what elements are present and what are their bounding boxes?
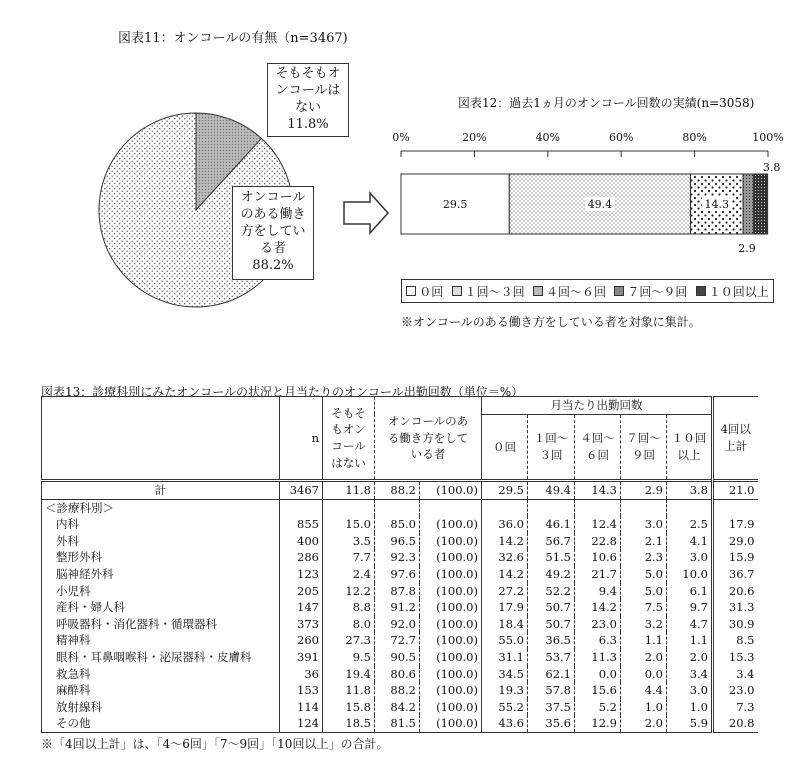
pie-callout-has bbox=[232, 186, 314, 280]
section-cell-7 bbox=[621, 499, 667, 516]
cell-3: (100.0) bbox=[420, 583, 482, 600]
row-label: 呼吸器科・消化器科・循環器科 bbox=[42, 616, 280, 633]
cell-1: 15.0 bbox=[323, 516, 375, 533]
legend-swatch-0 bbox=[406, 286, 416, 296]
row-label: その他 bbox=[42, 715, 280, 732]
cell-2: 85.0 bbox=[375, 516, 420, 533]
header-col-1-line-1: ３回 bbox=[539, 447, 563, 462]
header-none-line-3: はない bbox=[331, 455, 366, 470]
cell-0: 36 bbox=[280, 666, 323, 683]
cell-0: 147 bbox=[280, 599, 323, 616]
cell-5: 51.5 bbox=[528, 549, 575, 566]
cell-8: 5.9 bbox=[667, 715, 713, 732]
cell-1: 8.8 bbox=[323, 599, 375, 616]
cell-9: 8.5 bbox=[713, 632, 758, 649]
cell-3: (100.0) bbox=[420, 549, 482, 566]
cell-3: (100.0) bbox=[420, 649, 482, 666]
cell-2: 88.2 bbox=[375, 481, 420, 500]
header-none-line-1: もオン bbox=[331, 422, 366, 437]
cell-5: 50.7 bbox=[528, 599, 575, 616]
row-label: 精神科 bbox=[42, 632, 280, 649]
bar-label-2: 14.3 bbox=[704, 198, 730, 211]
cell-6: 15.6 bbox=[575, 682, 621, 699]
header-n: n bbox=[280, 397, 323, 481]
cell-2: 96.5 bbox=[375, 533, 420, 550]
cell-7: 5.0 bbox=[621, 583, 667, 600]
cell-2: 81.5 bbox=[375, 715, 420, 732]
bar-tick-label-3: 60% bbox=[608, 131, 634, 144]
header-last bbox=[713, 397, 758, 481]
header-col-3-line-1: ９回 bbox=[632, 447, 655, 462]
cell-8: 3.0 bbox=[667, 549, 713, 566]
cell-4: 43.6 bbox=[482, 715, 528, 732]
row-label: 小児科 bbox=[42, 583, 280, 600]
cell-9: 17.9 bbox=[713, 516, 758, 533]
legend-swatch-1 bbox=[452, 286, 462, 296]
cell-7: 5.0 bbox=[621, 566, 667, 583]
cell-5: 35.6 bbox=[528, 715, 575, 732]
cell-3: (100.0) bbox=[420, 481, 482, 500]
cell-1: 7.7 bbox=[323, 549, 375, 566]
table-row-total bbox=[42, 481, 758, 500]
cell-4: 55.0 bbox=[482, 632, 528, 649]
cell-6: 23.0 bbox=[575, 616, 621, 633]
cell-3: (100.0) bbox=[420, 566, 482, 583]
cell-4: 55.2 bbox=[482, 699, 528, 716]
cell-7: 1.0 bbox=[621, 699, 667, 716]
cell-3: (100.0) bbox=[420, 599, 482, 616]
cell-9: 15.9 bbox=[713, 549, 758, 566]
cell-3: (100.0) bbox=[420, 516, 482, 533]
bar-legend bbox=[401, 279, 774, 303]
cell-2: 80.6 bbox=[375, 666, 420, 683]
cell-0: 205 bbox=[280, 583, 323, 600]
table-row bbox=[42, 549, 758, 566]
table-row bbox=[42, 616, 758, 633]
cell-0: 373 bbox=[280, 616, 323, 633]
bar-tick-label-2: 40% bbox=[535, 131, 561, 144]
cell-0: 286 bbox=[280, 549, 323, 566]
cell-9: 36.7 bbox=[713, 566, 758, 583]
table-row bbox=[42, 599, 758, 616]
header-has bbox=[375, 397, 482, 481]
bar-segment-3 bbox=[743, 174, 754, 234]
cell-5: 56.7 bbox=[528, 533, 575, 550]
cell-8: 9.7 bbox=[667, 599, 713, 616]
table-row bbox=[42, 533, 758, 550]
legend-label-1: １回～３回 bbox=[464, 284, 525, 299]
section-cell-0 bbox=[280, 499, 323, 516]
cell-9: 20.6 bbox=[713, 583, 758, 600]
cell-5: 46.1 bbox=[528, 516, 575, 533]
section-cell-2 bbox=[375, 499, 420, 516]
section-cell-4 bbox=[482, 499, 528, 516]
row-label: 放射線科 bbox=[42, 699, 280, 716]
cell-2: 97.6 bbox=[375, 566, 420, 583]
cell-7: 4.4 bbox=[621, 682, 667, 699]
cell-7: 2.1 bbox=[621, 533, 667, 550]
bar-tick-label-4: 80% bbox=[682, 131, 707, 144]
cell-7: 1.1 bbox=[621, 632, 667, 649]
header-col-3 bbox=[621, 414, 667, 480]
header-has-line-0: オンコールのあ bbox=[387, 414, 469, 429]
figure12-title: 図表12：過去1ヵ月のオンコール回数の実績(n=3058) bbox=[458, 96, 755, 110]
header-col-1-line-0: １回～ bbox=[533, 431, 569, 446]
cell-7: 0.0 bbox=[621, 666, 667, 683]
cell-6: 12.4 bbox=[575, 516, 621, 533]
cell-9: 29.0 bbox=[713, 533, 758, 550]
cell-2: 91.2 bbox=[375, 599, 420, 616]
table-row bbox=[42, 632, 758, 649]
cell-4: 14.2 bbox=[482, 566, 528, 583]
cell-1: 19.4 bbox=[323, 666, 375, 683]
cell-7: 2.9 bbox=[621, 481, 667, 500]
figure12-note: ※オンコールのある働き方をしている者を対象に集計。 bbox=[401, 315, 701, 329]
cell-8: 3.0 bbox=[667, 682, 713, 699]
figure11-title: 図表11：オンコールの有無（n=3467) bbox=[118, 31, 348, 46]
header-none bbox=[323, 397, 375, 481]
cell-6: 14.3 bbox=[575, 481, 621, 500]
header-col-2 bbox=[575, 414, 621, 480]
cell-1: 27.3 bbox=[323, 632, 375, 649]
cell-5: 62.1 bbox=[528, 666, 575, 683]
cell-8: 1.1 bbox=[667, 632, 713, 649]
legend-label-0: ０回 bbox=[419, 284, 444, 299]
header-col-4-line-1: 以上 bbox=[677, 447, 701, 462]
cell-3: (100.0) bbox=[420, 666, 482, 683]
pie-callout-none-label: そもそもオンコールはない bbox=[275, 66, 341, 115]
cell-9: 30.9 bbox=[713, 616, 758, 633]
cell-5: 57.8 bbox=[528, 682, 575, 699]
bar-tick-label-1: 20% bbox=[462, 131, 487, 144]
cell-9: 7.3 bbox=[713, 699, 758, 716]
cell-9: 15.3 bbox=[713, 649, 758, 666]
header-col-4 bbox=[667, 414, 713, 480]
cell-8: 4.1 bbox=[667, 533, 713, 550]
cell-9: 20.8 bbox=[713, 715, 758, 732]
header-col-2-line-0: ４回～ bbox=[580, 431, 615, 446]
legend-item-1 bbox=[452, 283, 525, 300]
cell-8: 4.7 bbox=[667, 616, 713, 633]
cell-5: 49.4 bbox=[528, 481, 575, 500]
cell-0: 114 bbox=[280, 699, 323, 716]
cell-0: 260 bbox=[280, 632, 323, 649]
row-label: 麻酔科 bbox=[42, 682, 280, 699]
section-cell-1 bbox=[323, 499, 375, 516]
header-group: 月当たり出勤回数 bbox=[482, 397, 713, 415]
row-label: 計 bbox=[42, 481, 280, 500]
cell-6: 12.9 bbox=[575, 715, 621, 732]
section-cell-5 bbox=[528, 499, 575, 516]
cell-4: 18.4 bbox=[482, 616, 528, 633]
cell-1: 15.8 bbox=[323, 699, 375, 716]
table-row bbox=[42, 516, 758, 533]
table-row bbox=[42, 649, 758, 666]
cell-5: 50.7 bbox=[528, 616, 575, 633]
header-last-line-0: 4回以 bbox=[720, 422, 751, 437]
cell-3: (100.0) bbox=[420, 699, 482, 716]
cell-2: 92.0 bbox=[375, 616, 420, 633]
pie-callout-none bbox=[267, 63, 349, 137]
pie-callout-has-value: 88.2% bbox=[252, 258, 294, 273]
cell-7: 3.2 bbox=[621, 616, 667, 633]
header-last-line-1: 上計 bbox=[724, 439, 748, 453]
header-row-top bbox=[42, 397, 758, 415]
figure13-title: 図表13：診療科別にみたオンコールの状況と月当たりのオンコール出勤回数（単位＝%） bbox=[41, 385, 524, 399]
cell-1: 12.2 bbox=[323, 583, 375, 600]
header-col-4-line-0: １０回 bbox=[671, 431, 707, 446]
cell-0: 3467 bbox=[280, 481, 323, 500]
cell-8: 6.1 bbox=[667, 583, 713, 600]
cell-4: 19.3 bbox=[482, 682, 528, 699]
cell-4: 32.6 bbox=[482, 549, 528, 566]
row-label: 内科 bbox=[42, 516, 280, 533]
cell-6: 5.2 bbox=[575, 699, 621, 716]
cell-4: 34.5 bbox=[482, 666, 528, 683]
table-row bbox=[42, 682, 758, 699]
table-row bbox=[42, 715, 758, 732]
legend-item-2 bbox=[533, 283, 606, 300]
cell-3: (100.0) bbox=[420, 715, 482, 732]
cell-2: 87.8 bbox=[375, 583, 420, 600]
legend-label-3: ７回～９回 bbox=[627, 284, 688, 299]
header-col-3-line-0: ７回～ bbox=[626, 431, 661, 446]
cell-2: 84.2 bbox=[375, 699, 420, 716]
stacked-bar-chart bbox=[385, 126, 785, 276]
header-col-0-line-0: ０回 bbox=[493, 439, 516, 454]
bar-segment-4 bbox=[754, 174, 768, 234]
header-has-line-1: る働き方をして bbox=[387, 430, 469, 445]
cell-5: 49.2 bbox=[528, 566, 575, 583]
cell-0: 124 bbox=[280, 715, 323, 732]
cell-9: 31.3 bbox=[713, 599, 758, 616]
legend-label-2: ４回～６回 bbox=[545, 284, 606, 299]
cell-8: 1.0 bbox=[667, 699, 713, 716]
cell-6: 11.3 bbox=[575, 649, 621, 666]
cell-3: (100.0) bbox=[420, 616, 482, 633]
cell-4: 36.0 bbox=[482, 516, 528, 533]
cell-4: 27.2 bbox=[482, 583, 528, 600]
cell-1: 11.8 bbox=[323, 682, 375, 699]
legend-item-4 bbox=[696, 283, 769, 300]
cell-9: 21.0 bbox=[713, 481, 758, 500]
cell-5: 52.2 bbox=[528, 583, 575, 600]
cell-8: 10.0 bbox=[667, 566, 713, 583]
bar-label-0: 29.5 bbox=[442, 198, 468, 211]
legend-swatch-2 bbox=[533, 286, 543, 296]
cell-6: 10.6 bbox=[575, 549, 621, 566]
header-col-1 bbox=[528, 414, 575, 480]
cell-8: 2.5 bbox=[667, 516, 713, 533]
legend-swatch-3 bbox=[614, 286, 624, 296]
section-cell-3 bbox=[420, 499, 482, 516]
cell-6: 6.3 bbox=[575, 632, 621, 649]
table-row bbox=[42, 566, 758, 583]
legend-swatch-4 bbox=[696, 286, 706, 296]
cell-1: 2.4 bbox=[323, 566, 375, 583]
cell-5: 36.5 bbox=[528, 632, 575, 649]
header-col-2-line-1: ６回 bbox=[586, 447, 609, 462]
cell-7: 2.3 bbox=[621, 549, 667, 566]
figure13-note: ※「4回以上計」は、「4～6回」「7～9回」「10回以上」の合計。 bbox=[41, 737, 389, 751]
cell-7: 3.0 bbox=[621, 516, 667, 533]
cell-2: 90.5 bbox=[375, 649, 420, 666]
table-row-section bbox=[42, 499, 758, 516]
section-cell-6 bbox=[575, 499, 621, 516]
bar-label-1: 49.4 bbox=[587, 198, 613, 211]
pie-callout-none-value: 11.8% bbox=[287, 117, 329, 132]
section-label: ＜診療科別＞ bbox=[42, 499, 280, 516]
cell-0: 153 bbox=[280, 682, 323, 699]
table-row bbox=[42, 699, 758, 716]
header-none-line-0: そもそ bbox=[331, 405, 366, 420]
cell-8: 3.4 bbox=[667, 666, 713, 683]
cell-0: 400 bbox=[280, 533, 323, 550]
cell-0: 391 bbox=[280, 649, 323, 666]
row-label: 脳神経外科 bbox=[42, 566, 280, 583]
cell-9: 23.0 bbox=[713, 682, 758, 699]
row-label: 救急科 bbox=[42, 666, 280, 683]
cell-7: 7.5 bbox=[621, 599, 667, 616]
row-label: 外科 bbox=[42, 533, 280, 550]
cell-6: 9.4 bbox=[575, 583, 621, 600]
legend-item-0 bbox=[406, 283, 443, 300]
cell-6: 22.8 bbox=[575, 533, 621, 550]
legend-item-3 bbox=[614, 283, 687, 300]
cell-5: 37.5 bbox=[528, 699, 575, 716]
cell-2: 92.3 bbox=[375, 549, 420, 566]
header-blank bbox=[42, 397, 280, 481]
cell-8: 2.0 bbox=[667, 649, 713, 666]
section-cell-8 bbox=[667, 499, 713, 516]
header-col-0 bbox=[482, 414, 528, 480]
legend-label-4: １０回以上 bbox=[708, 284, 769, 299]
cell-0: 123 bbox=[280, 566, 323, 583]
cell-3: (100.0) bbox=[420, 682, 482, 699]
cell-4: 31.1 bbox=[482, 649, 528, 666]
cell-2: 88.2 bbox=[375, 682, 420, 699]
cell-6: 21.7 bbox=[575, 566, 621, 583]
bar-tick-label-5: 100% bbox=[752, 131, 784, 144]
bar-tick-label-0: 0% bbox=[392, 131, 410, 144]
cell-4: 17.9 bbox=[482, 599, 528, 616]
cell-4: 14.2 bbox=[482, 533, 528, 550]
cell-1: 3.5 bbox=[323, 533, 375, 550]
cell-9: 3.4 bbox=[713, 666, 758, 683]
row-label: 産科・婦人科 bbox=[42, 599, 280, 616]
cell-0: 855 bbox=[280, 516, 323, 533]
row-label: 眼科・耳鼻咽喉科・泌尿器科・皮膚科 bbox=[42, 649, 280, 666]
section-cell-9 bbox=[713, 499, 758, 516]
bar-label-3: 2.9 bbox=[738, 242, 756, 255]
table-row bbox=[42, 583, 758, 600]
cell-8: 3.8 bbox=[667, 481, 713, 500]
cell-1: 8.0 bbox=[323, 616, 375, 633]
cell-7: 2.0 bbox=[621, 649, 667, 666]
cell-2: 72.7 bbox=[375, 632, 420, 649]
cell-3: (100.0) bbox=[420, 632, 482, 649]
header-none-line-2: コール bbox=[331, 439, 366, 453]
pie-callout-has-label: オンコールのある働き方をしている者 bbox=[240, 190, 306, 256]
cell-1: 11.8 bbox=[323, 481, 375, 500]
cell-6: 0.0 bbox=[575, 666, 621, 683]
cell-3: (100.0) bbox=[420, 533, 482, 550]
cell-7: 2.0 bbox=[621, 715, 667, 732]
row-label: 整形外科 bbox=[42, 549, 280, 566]
cell-1: 18.5 bbox=[323, 715, 375, 732]
cell-6: 14.2 bbox=[575, 599, 621, 616]
bar-label-4: 3.8 bbox=[762, 161, 781, 174]
cell-1: 9.5 bbox=[323, 649, 375, 666]
data-table bbox=[41, 396, 758, 733]
cell-5: 53.7 bbox=[528, 649, 575, 666]
header-has-line-2: いる者 bbox=[410, 447, 446, 462]
cell-4: 29.5 bbox=[482, 481, 528, 500]
table-row bbox=[42, 666, 758, 683]
